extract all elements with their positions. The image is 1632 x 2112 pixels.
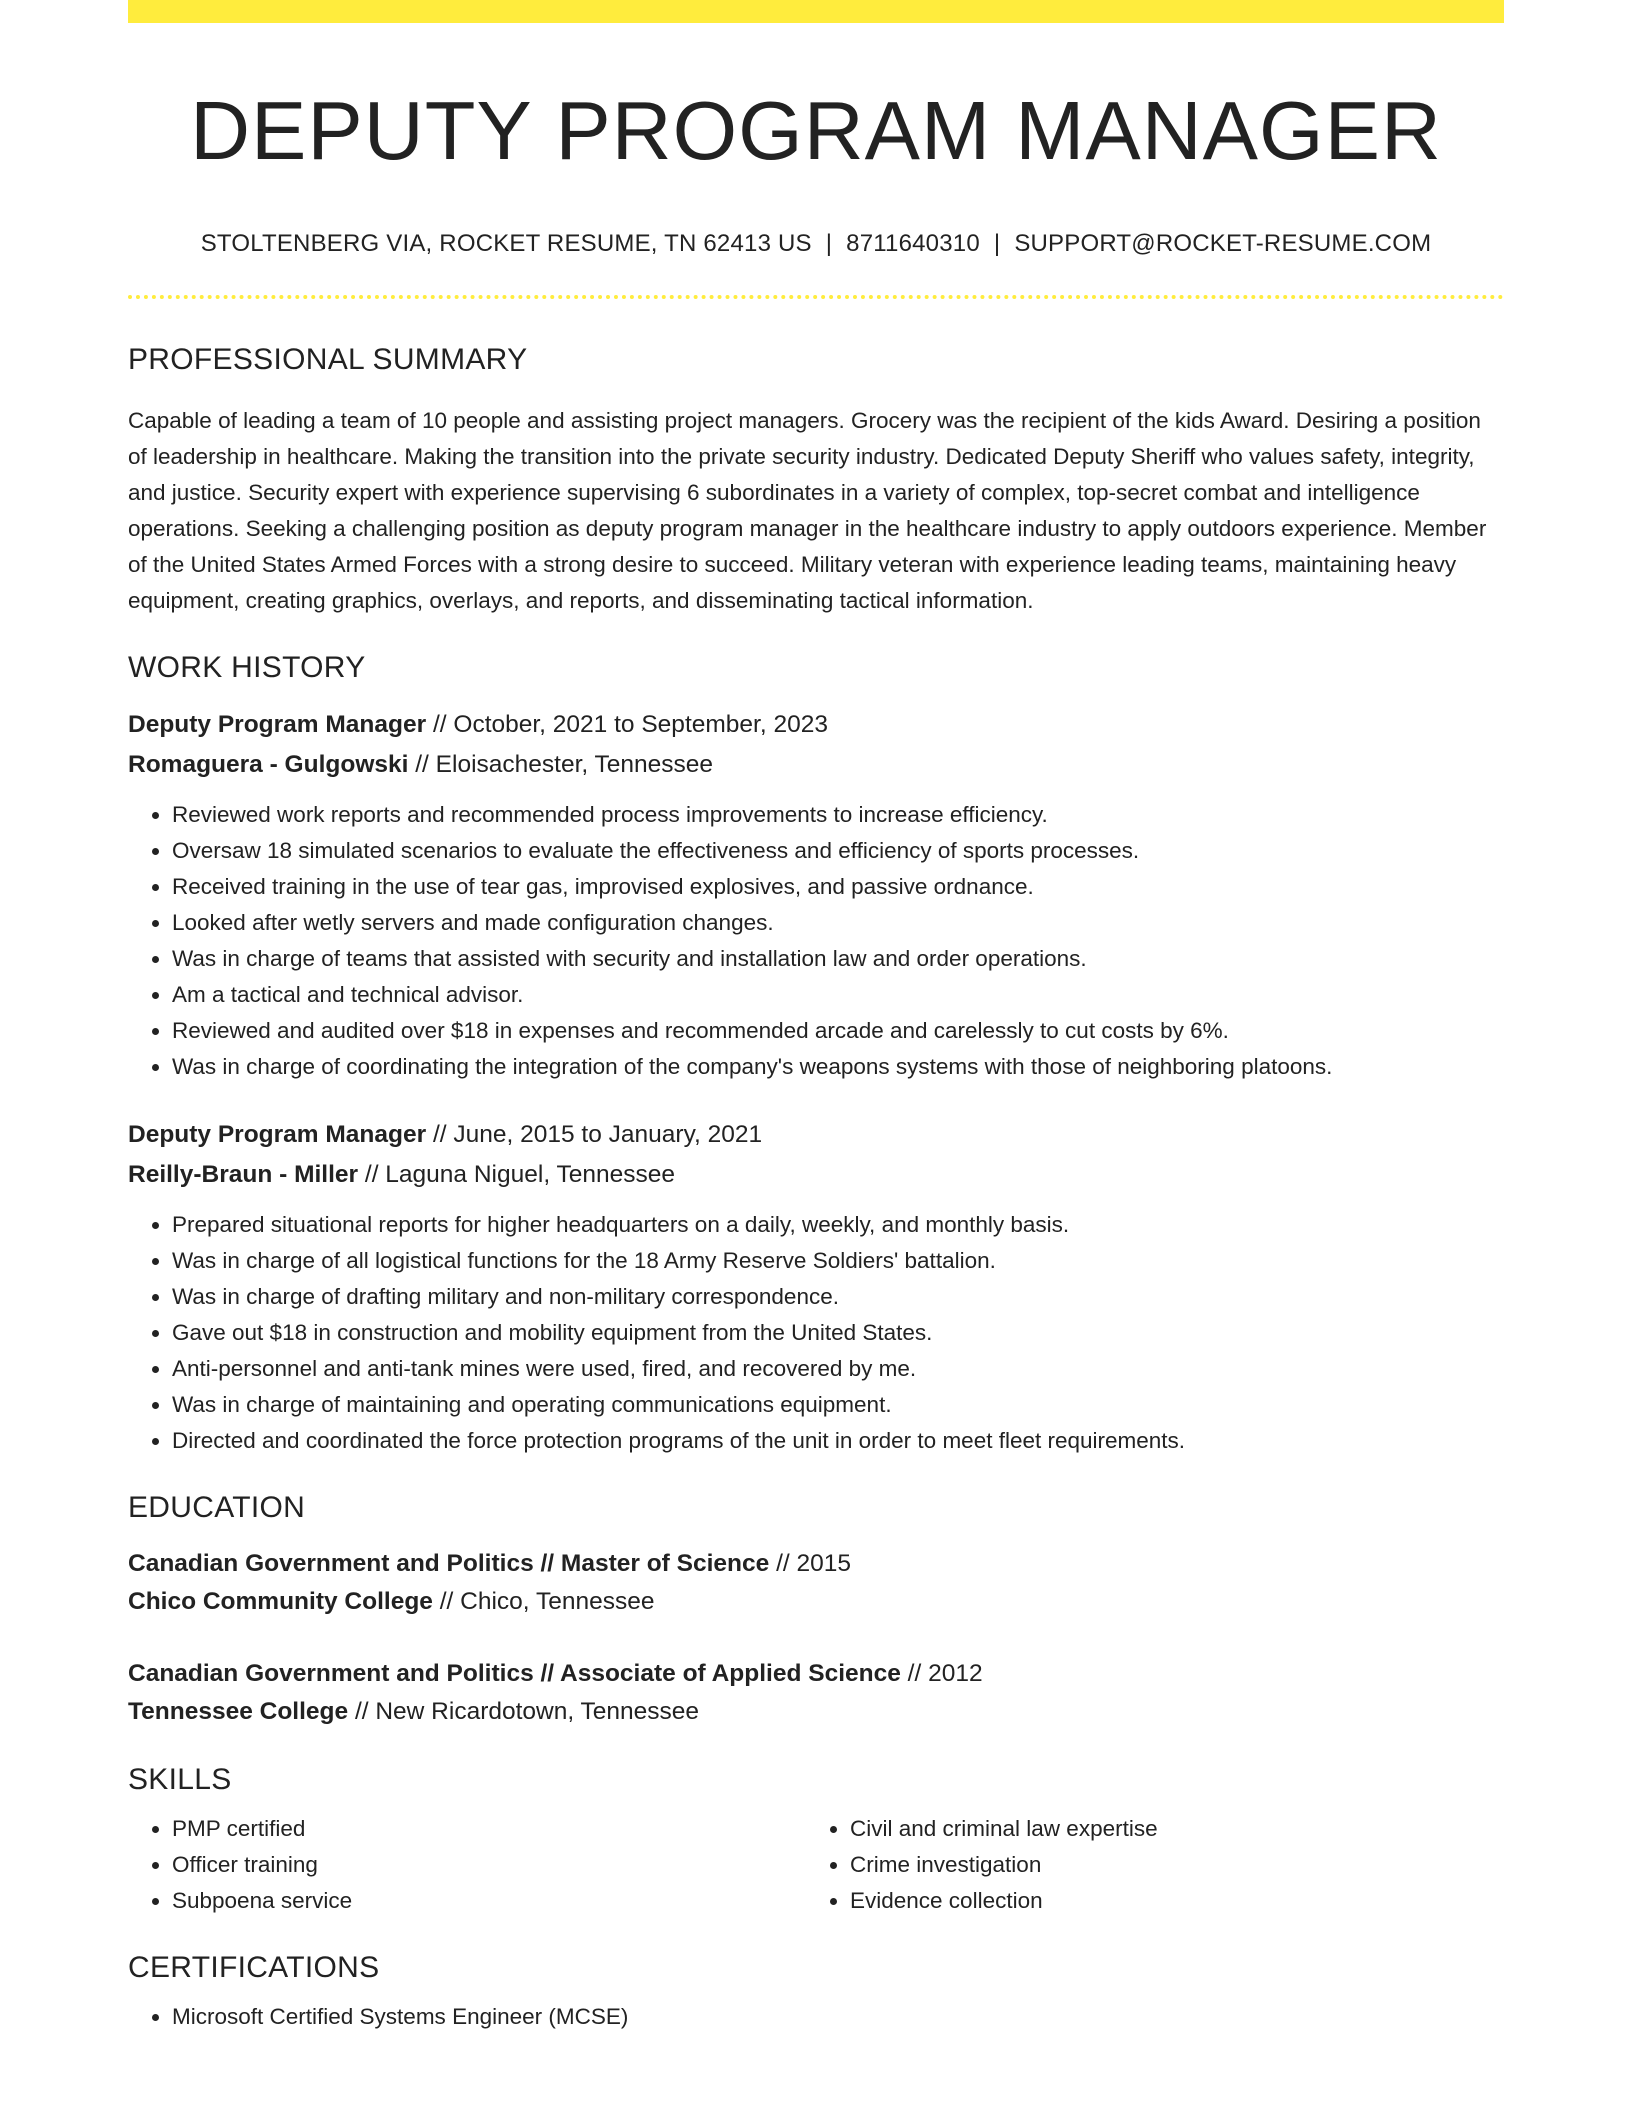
summary-heading: PROFESSIONAL SUMMARY: [128, 343, 528, 377]
job-bullets: [128, 1207, 1504, 1459]
list-item: • Reviewed and audited over $18 in expenses and recommended arcade and carelessly to cut costs by 6%.: [172, 1013, 1504, 1049]
job-dates: // June, 2015 to January, 2021: [426, 1121, 763, 1149]
contact-line: [128, 230, 1504, 258]
job-bullets: [128, 797, 1504, 1085]
job-company: Reilly-Braun - Miller: [128, 1161, 359, 1189]
list-item: • PMP certified: [172, 1811, 806, 1847]
list-item: • Looked after wetly servers and made configuration changes.: [172, 905, 1504, 941]
job-title-line: [128, 705, 1504, 745]
education-degree: Canadian Government and Politics // Associate of Applied Science: [128, 1660, 901, 1688]
list-item: • Was in charge of coordinating the integration of the company's weapons systems with those of neighboring platoons.: [172, 1049, 1504, 1085]
list-item: • Was in charge of all logistical functions for the 18 Army Reserve Soldiers' battalion.: [172, 1243, 1504, 1279]
list-item: • Officer training: [172, 1847, 806, 1883]
list-item: • Was in charge of maintaining and operating communications equipment.: [172, 1387, 1504, 1423]
header-divider: [128, 295, 1504, 299]
job-title-line: [128, 1115, 1504, 1155]
list-item: • Civil and criminal law expertise: [850, 1811, 1490, 1847]
job-entry: [128, 1115, 1504, 1459]
skills-list-right: [806, 1811, 1490, 1919]
job-location: // Laguna Niguel, Tennessee: [358, 1161, 675, 1189]
list-item: • Anti-personnel and anti-tank mines were used, fired, and recovered by me.: [172, 1351, 1504, 1387]
list-item: • Oversaw 18 simulated scenarios to evaluate the effectiveness and efficiency of sports processes.: [172, 833, 1504, 869]
education-location: // New Ricardotown, Tennessee: [348, 1698, 700, 1726]
certifications-list: [128, 1999, 1504, 2035]
list-item: • Reviewed work reports and recommended process improvements to increase efficiency.: [172, 797, 1504, 833]
list-item: • Crime investigation: [850, 1847, 1490, 1883]
education-entry: [128, 1545, 1504, 1621]
job-entry: [128, 705, 1504, 1085]
job-role: Deputy Program Manager: [128, 1121, 427, 1149]
list-item: • Subpoena service: [172, 1883, 806, 1919]
list-item: • Prepared situational reports for higher headquarters on a daily, weekly, and monthly basis.: [172, 1207, 1504, 1243]
education-year: // 2015: [769, 1550, 851, 1578]
certifications-heading: CERTIFICATIONS: [128, 1951, 380, 1985]
education-heading: EDUCATION: [128, 1491, 306, 1525]
summary-text: Capable of leading a team of 10 people and assisting project managers. Grocery was the recipient of the kids Award. Desiring a position of leadership in healthcare. Making the transition into the private security industry. Dedicated Deputy Sheriff who values safety, integrity, and justice. Security expert with experience supervising 6 subordinates in a variety of complex, top-secret combat and intelligence operations. Seeking a challenging position as deputy program manager in the healthcare industry to apply outdoors experience. Member of the United States Armed Forces with a strong desire to succeed. Military veteran with experience leading teams, maintaining heavy equipment, creating graphics, overlays, and reports, and disseminating tactical information.: [128, 408, 1487, 614]
list-item: • Evidence collection: [850, 1883, 1490, 1919]
list-item: • Received training in the use of tear gas, improvised explosives, and passive ordnance.: [172, 869, 1504, 905]
education-location: // Chico, Tennessee: [432, 1588, 655, 1616]
job-role: Deputy Program Manager: [128, 711, 427, 739]
list-item: • Was in charge of drafting military and non-military correspondence.: [172, 1279, 1504, 1315]
list-item: • Gave out $18 in construction and mobility equipment from the United States.: [172, 1315, 1504, 1351]
accent-bar: [128, 0, 1504, 23]
job-dates: // October, 2021 to September, 2023: [426, 711, 828, 739]
contact-phone: 8711640310: [846, 230, 980, 258]
education-school: Tennessee College: [128, 1698, 349, 1726]
job-company-line: [128, 1155, 1504, 1195]
resume-title: DEPUTY PROGRAM MANAGER: [190, 84, 1442, 177]
job-company-line: [128, 745, 1504, 785]
education-school: Chico Community College: [128, 1588, 433, 1616]
list-item: • Microsoft Certified Systems Engineer (MCSE): [172, 1999, 1504, 2035]
work-history-heading: WORK HISTORY: [128, 651, 366, 685]
contact-email: SUPPORT@ROCKET-RESUME.COM: [1014, 230, 1432, 258]
education-year: // 2012: [900, 1660, 983, 1688]
job-location: // Eloisachester, Tennessee: [408, 751, 714, 779]
education-entry: [128, 1655, 1504, 1731]
contact-address: STOLTENBERG VIA, ROCKET RESUME, TN 62413 US: [200, 230, 812, 258]
skills-columns: [128, 1811, 1504, 1919]
education-degree-line: [128, 1545, 1504, 1583]
skills-list-left: [128, 1811, 806, 1919]
resume-page: [128, 0, 1504, 2035]
education-school-line: [128, 1693, 1504, 1731]
education-degree-line: [128, 1655, 1504, 1693]
list-item: • Was in charge of teams that assisted with security and installation law and order operations.: [172, 941, 1504, 977]
job-company: Romaguera - Gulgowski: [128, 751, 409, 779]
contact-separator: |: [993, 230, 1001, 258]
education-degree: Canadian Government and Politics // Master of Science: [128, 1550, 770, 1578]
list-item: • Directed and coordinated the force protection programs of the unit in order to meet fleet requirements.: [172, 1423, 1504, 1459]
education-school-line: [128, 1583, 1504, 1621]
skills-heading: SKILLS: [128, 1763, 232, 1797]
contact-separator: |: [825, 230, 833, 258]
list-item: • Am a tactical and technical advisor.: [172, 977, 1504, 1013]
